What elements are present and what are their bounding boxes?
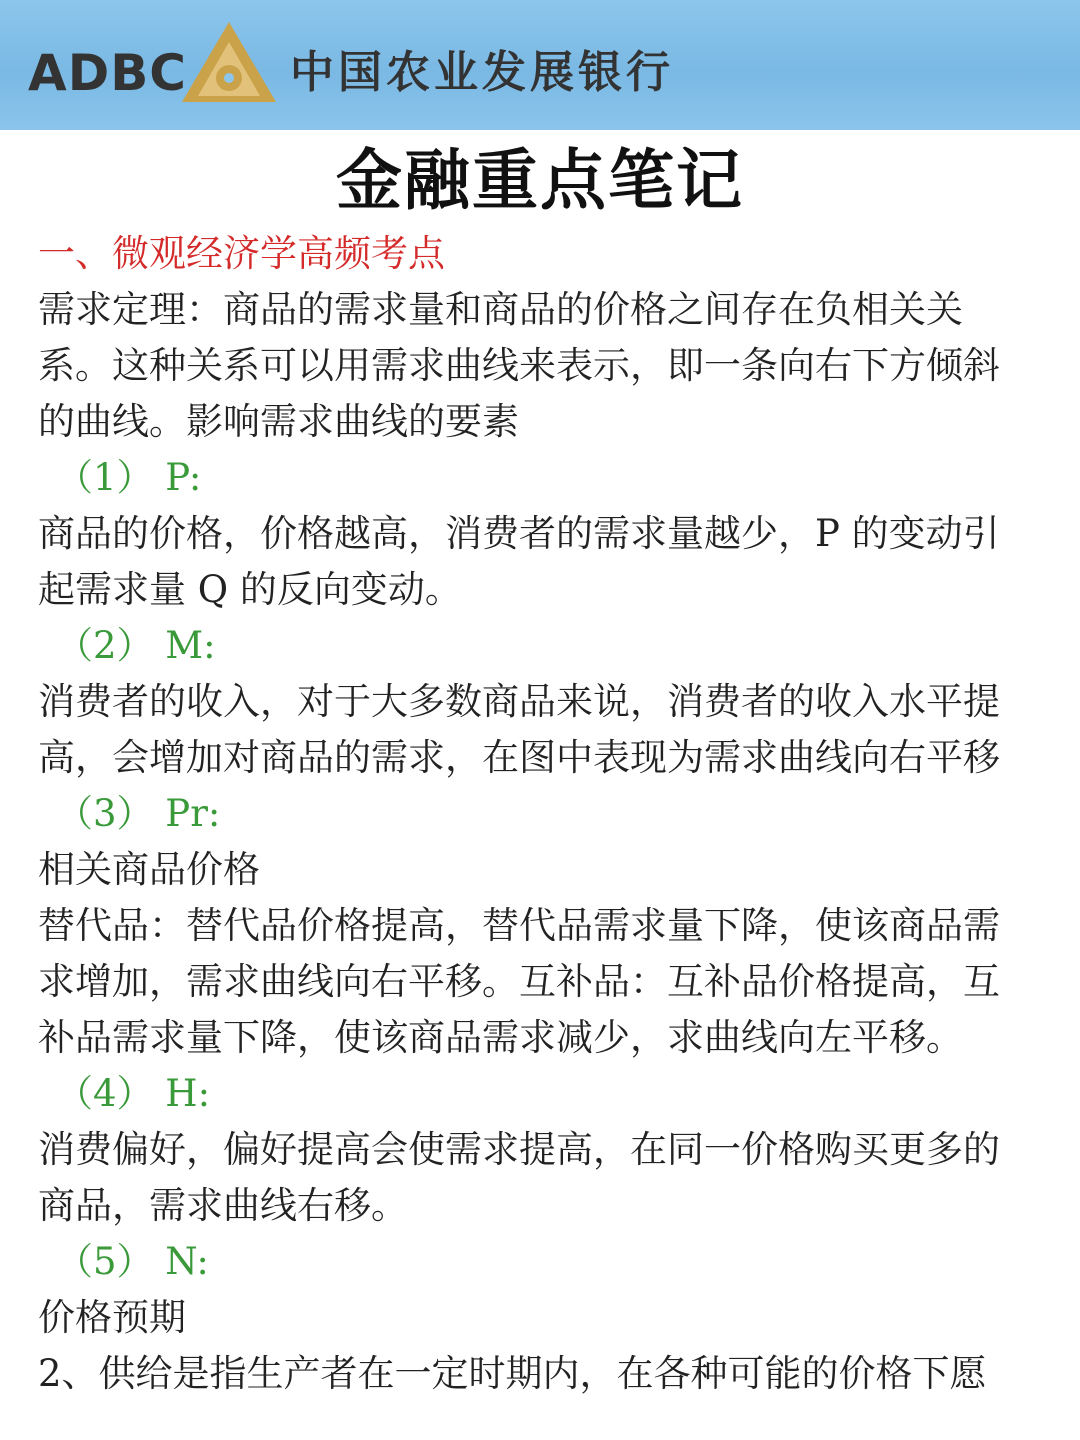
text-line: 相关商品价格 [38,848,260,891]
page-title: 金融重点笔记 [336,141,744,219]
item-label-m: （2） M: [56,624,216,667]
notes-body [38,226,1048,1402]
item-label-h: （4） H: [56,1072,211,1115]
text-line: 消费偏好，偏好提高会使需求提高，在同一价格购买更多的 [38,1128,1000,1171]
text-line: 起需求量 Q 的反向变动。 [38,568,462,611]
text-line: 商品的价格，价格越高，消费者的需求量越少，P 的变动引 [38,512,1000,555]
text-line: 需求定理：商品的需求量和商品的价格之间存在负相关关 [38,288,963,331]
text-line: 高，会增加对商品的需求，在图中表现为需求曲线向右平移 [38,736,1000,779]
text-line: 补品需求量下降，使该商品需求减少，求曲线向左平移。 [38,1016,963,1059]
item-label-p: （1） P: [56,456,202,499]
bank-abbreviation: ADBC [28,44,188,102]
bank-name: 中国农业发展银行 [290,47,674,98]
text-line: 替代品：替代品价格提高，替代品需求量下降，使该商品需 [38,904,1000,947]
adbc-logo-icon [180,20,278,104]
text-line: 商品，需求曲线右移。 [38,1184,408,1227]
header-banner [0,0,1080,130]
text-line: 的曲线。影响需求曲线的要素 [38,400,519,443]
text-line: 消费者的收入，对于大多数商品来说，消费者的收入水平提 [38,680,1000,723]
text-line: 价格预期 [38,1296,186,1339]
item-label-n: （5） N: [56,1240,209,1283]
section-heading: 一、微观经济学高频考点 [38,232,445,275]
text-line: 求增加，需求曲线向右平移。互补品：互补品价格提高，互 [38,960,1000,1003]
text-line: 系。这种关系可以用需求曲线来表示，即一条向右下方倾斜 [38,344,1000,387]
item-label-pr: （3） Pr: [56,792,221,835]
closing-line: 2、供给是指生产者在一定时期内，在各种可能的价格下愿 [38,1352,987,1395]
